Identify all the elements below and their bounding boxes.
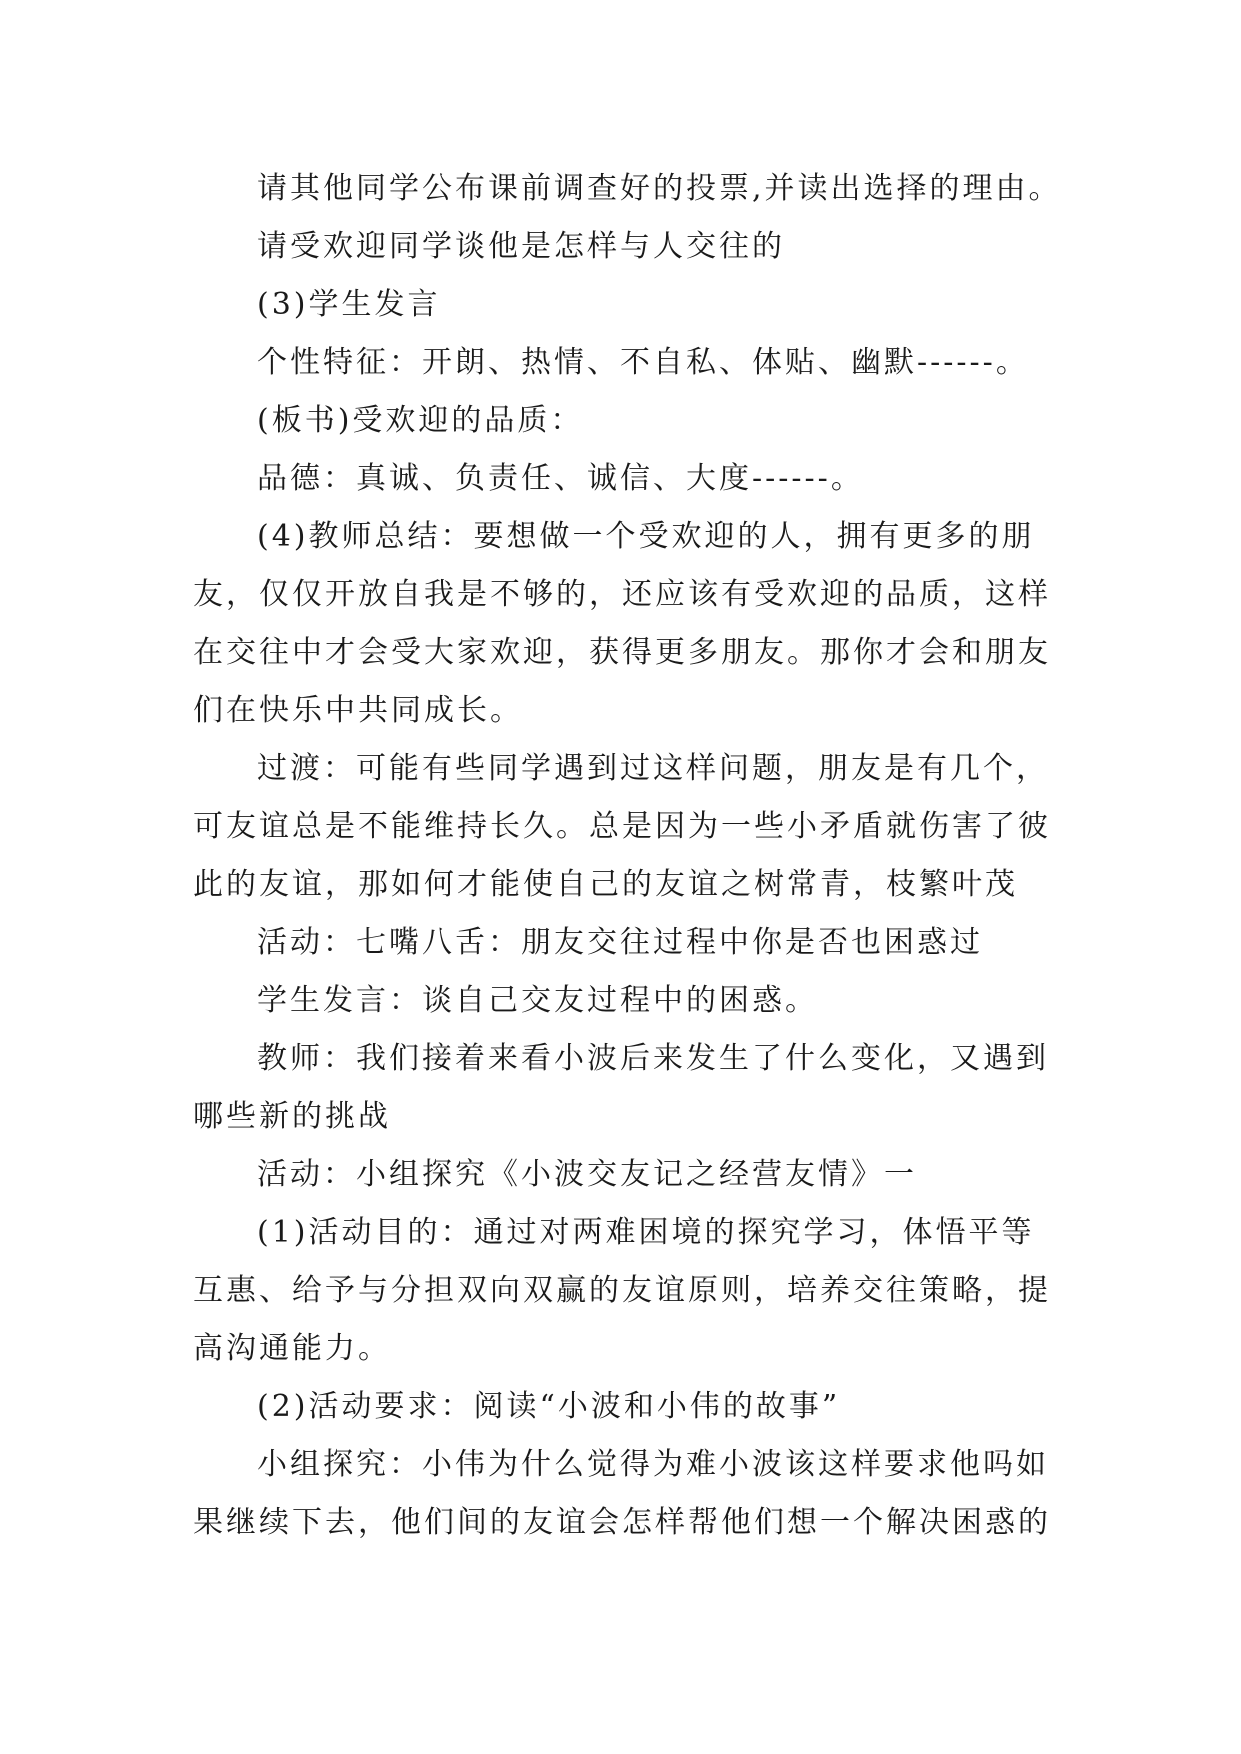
text-line: 教师：我们接着来看小波后来发生了什么变化，又遇到 (257, 1041, 1049, 1076)
paragraph (193, 392, 1073, 450)
text-line: (3)学生发言 (257, 287, 441, 322)
text-line: 高沟通能力。 (193, 1331, 391, 1366)
paragraph (193, 334, 1073, 392)
text-line: (1)活动目的：通过对两难困境的探究学习，体悟平等 (257, 1215, 1035, 1250)
text-line: (4)教师总结：要想做一个受欢迎的人，拥有更多的朋 (257, 519, 1035, 554)
text-line: 活动：七嘴八舌：朋友交往过程中你是否也困惑过 (257, 925, 983, 960)
text-line: 友，仅仅开放自我是不够的，还应该有受欢迎的品质，这样 (193, 577, 1051, 612)
paragraph (193, 1436, 1073, 1552)
text-line: 个性特征：开朗、热情、不自私、体贴、幽默------。 (257, 345, 1029, 380)
text-line: (2)活动要求：阅读“小波和小伟的故事” (257, 1389, 841, 1424)
text-line: 请其他同学公布课前调查好的投票,并读出选择的理由。 (257, 171, 1062, 206)
paragraph (193, 1204, 1073, 1378)
paragraph (193, 1030, 1073, 1146)
text-line: 果继续下去，他们间的友谊会怎样帮他们想一个解决困惑的 (193, 1505, 1051, 1540)
paragraph (193, 972, 1073, 1030)
text-line: 们在快乐中共同成长。 (193, 693, 523, 728)
paragraph (193, 160, 1073, 218)
paragraph (193, 740, 1073, 914)
text-line: 此的友谊，那如何才能使自己的友谊之树常青，枝繁叶茂 (193, 867, 1018, 902)
paragraph (193, 276, 1073, 334)
paragraph (193, 914, 1073, 972)
text-line: 哪些新的挑战 (193, 1099, 391, 1134)
text-line: 在交往中才会受大家欢迎，获得更多朋友。那你才会和朋友 (193, 635, 1051, 670)
document-body (193, 160, 1073, 1552)
text-line: 可友谊总是不能维持长久。总是因为一些小矛盾就伤害了彼 (193, 809, 1051, 844)
paragraph (193, 508, 1073, 740)
paragraph (193, 450, 1073, 508)
paragraph (193, 218, 1073, 276)
text-line: 过渡：可能有些同学遇到过这样问题，朋友是有几个， (257, 751, 1049, 786)
text-line: 互惠、给予与分担双向双赢的友谊原则，培养交往策略，提 (193, 1273, 1051, 1308)
text-line: 活动：小组探究《小波交友记之经营友情》一 (257, 1157, 917, 1192)
text-line: 学生发言：谈自己交友过程中的困惑。 (257, 983, 818, 1018)
paragraph (193, 1146, 1073, 1204)
text-line: (板书)受欢迎的品质： (257, 403, 584, 438)
text-line: 请受欢迎同学谈他是怎样与人交往的 (257, 229, 785, 264)
text-line: 品德：真诚、负责任、诚信、大度------。 (257, 461, 864, 496)
text-line: 小组探究：小伟为什么觉得为难小波该这样要求他吗如 (257, 1447, 1049, 1482)
paragraph (193, 1378, 1073, 1436)
